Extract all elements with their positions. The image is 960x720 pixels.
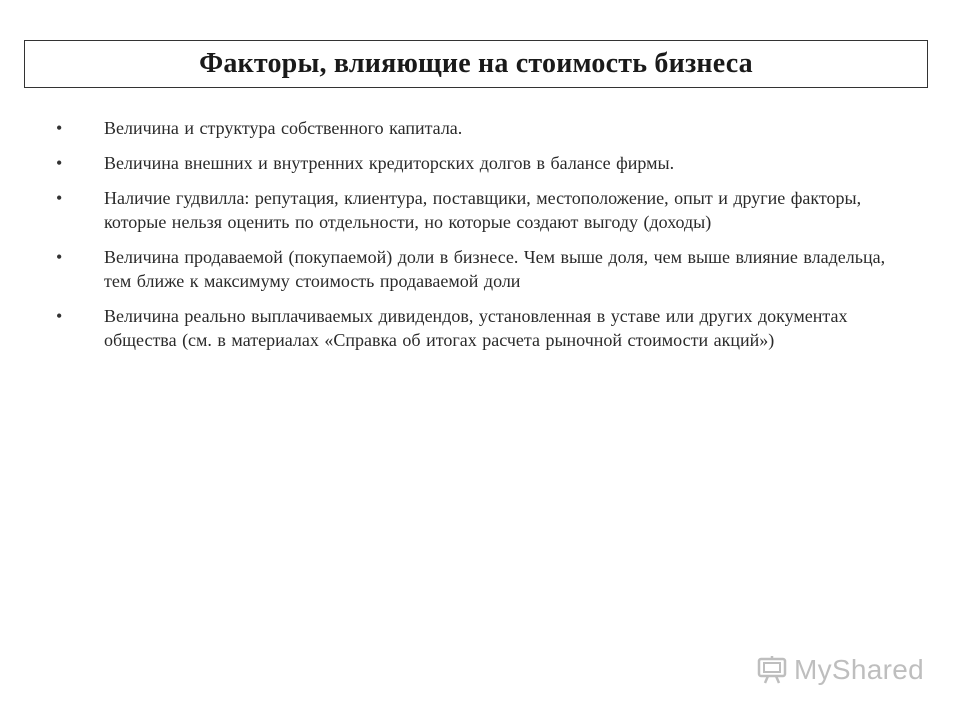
bullet-text: Величина продаваемой (покупаемой) доли в бизнесе. Чем выше доля, чем выше влияние владельца, тем ближе к максимуму стоимость продаваемой доли <box>104 247 886 291</box>
bullet-marker: • <box>56 118 63 138</box>
bullet-marker: • <box>56 247 63 267</box>
list-item <box>56 186 896 234</box>
watermark <box>756 654 924 686</box>
watermark-text: MyShared <box>793 654 924 685</box>
page-title: Факторы, влияющие на стоимость бизнеса <box>199 48 753 79</box>
bullet-marker: • <box>56 188 63 208</box>
bullet-marker: • <box>56 306 63 326</box>
bullet-text: Величина внешних и внутренних кредиторских долгов в балансе фирмы. <box>104 153 675 173</box>
list-item <box>56 116 896 140</box>
bullet-marker: • <box>56 153 63 173</box>
list-item <box>56 151 896 175</box>
bullet-list <box>56 116 896 363</box>
list-item <box>56 245 896 293</box>
list-item <box>56 304 896 352</box>
bullet-text: Величина и структура собственного капитала. <box>104 118 463 138</box>
bullet-text: Величина реально выплачиваемых дивидендов, установленная в уставе или других документах общества (см. в материалах «Справка об итогах расчета рыночной стоимости акций») <box>104 306 848 350</box>
title-box <box>24 40 928 88</box>
bullet-text: Наличие гудвилла: репутация, клиентура, поставщики, местоположение, опыт и другие факторы, которые нельзя оценить по отдельности, но которые создают выгоду (доходы) <box>104 188 862 232</box>
presentation-board-icon <box>756 654 788 686</box>
